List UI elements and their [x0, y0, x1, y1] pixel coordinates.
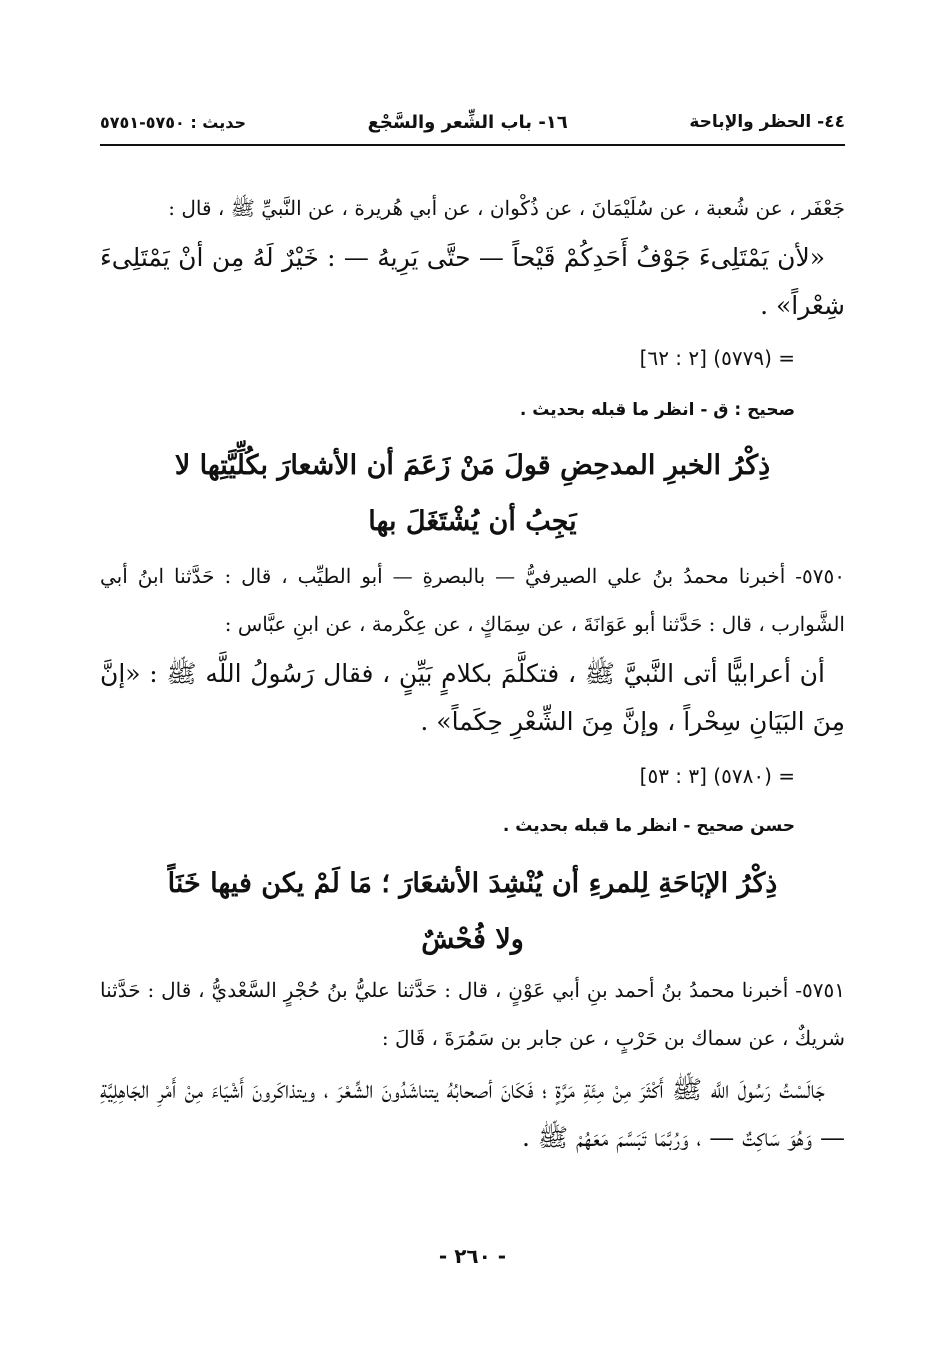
cross-reference: = (٥٧٨٠) [٣ : ٥٣] [639, 764, 795, 788]
hadith-grade: صحيح : ق - انظر ما قبله بحديث . [519, 400, 795, 420]
section-title [120, 856, 825, 968]
header-chapter: ٤٤- الحظر والإباحة [689, 112, 845, 132]
section-title-line: ولا فُحْشٌ [421, 924, 524, 955]
section-title-line: ذِكْرُ الإبَاحَةِ لِلمرءِ أن يُنْشِدَ الأشعَارَ ؛ مَا لَمْ يكن فيها خَنَاً [167, 868, 778, 899]
header-section: ١٦- باب الشِّعر والسَّجْع [367, 111, 568, 133]
hadith-text-5749: «لأن يَمْتَلِىءَ جَوْفُ أَحَدِكُمْ قَيْحاً — حتَّى يَرِيهُ — : خَيْرٌ لَهُ مِن أنْ يَمْتَلِىءَ شِعْراً» . [100, 243, 845, 320]
hadith-text-5751: جَالَسْتُ رَسُولَ اللَّه ﷺ أَكْثَرَ مِنْ مِئَةِ مَرَّةٍ ؛ فَكَانَ أصحابُهُ يتناشَدُونَ الشِّعْرَ ، ويتذاكَرونَ أَشْيَاءَ مِنْ أَمْرِ الجَاهِلِيَّةِ — وَهُوَ سَاكِتٌ — ، وَرُبَّمَا تَبَسَّمَ مَعَهُمْ ﷺ . [100, 1075, 845, 1152]
page-number: - ٢٦٠ - [438, 1244, 507, 1268]
section-title [120, 438, 825, 550]
cross-reference: = (٥٧٧٩) [٢ : ٦٢] [639, 346, 795, 370]
hadith-chain-continued: جَعْفَر ، عن شُعبة ، عن سُلَيْمَانَ ، عن ذُكْوان ، عن أبي هُريرة ، عن النَّبيِّ ﷺ ، قال : [168, 196, 845, 220]
running-header [100, 100, 845, 146]
hadith-chain-5750: ٥٧٥٠- أخبرنا محمدُ بنُ علي الصيرفيُّ — بالبصرةِ — أبو الطيِّب ، قال : حَدَّثنا ابنُ أبي الشَّوارب ، قال : حَدَّثنا أبو عَوَانَةَ ، عن سِمَاكٍ ، عن عِكْرمة ، عن ابنِ عبَّاس : [100, 564, 845, 636]
section-title-line: ذِكْرُ الخبرِ المدحِضِ قولَ مَنْ زَعَمَ أن الأشعارَ بكُلِّيَّتِها لا [174, 450, 771, 481]
hadith-text-5750: أن أعرابيًّا أتى النَّبيَّ ﷺ ، فتكلَّمَ بكلامٍ بَيِّنٍ ، فقال رَسُولُ اللَّه ﷺ : «إنَّ مِنَ البَيَانِ سِحْراً ، وإنَّ مِنَ الشِّعْرِ حِكَماً» . [100, 659, 845, 736]
hadith-grade: حسن صحيح - انظر ما قبله بحديث . [502, 816, 795, 836]
section-title-line: يَجِبُ أن يُشْتَغَلَ بها [368, 506, 577, 537]
header-hadith-range: حديث : ٥٧٥٠-٥٧٥١ [100, 112, 247, 132]
hadith-chain-5751: ٥٧٥١- أخبرنا محمدُ بنُ أحمد بنِ أبي عَوْنٍ ، قال : حَدَّثنا عليُّ بنُ حُجْرٍ السَّعْديُّ ، قال : حَدَّثنا شريكٌ ، عن سماك بن حَرْبٍ ، عن جابر بن سَمُرَةَ ، قَالَ : [100, 978, 845, 1050]
